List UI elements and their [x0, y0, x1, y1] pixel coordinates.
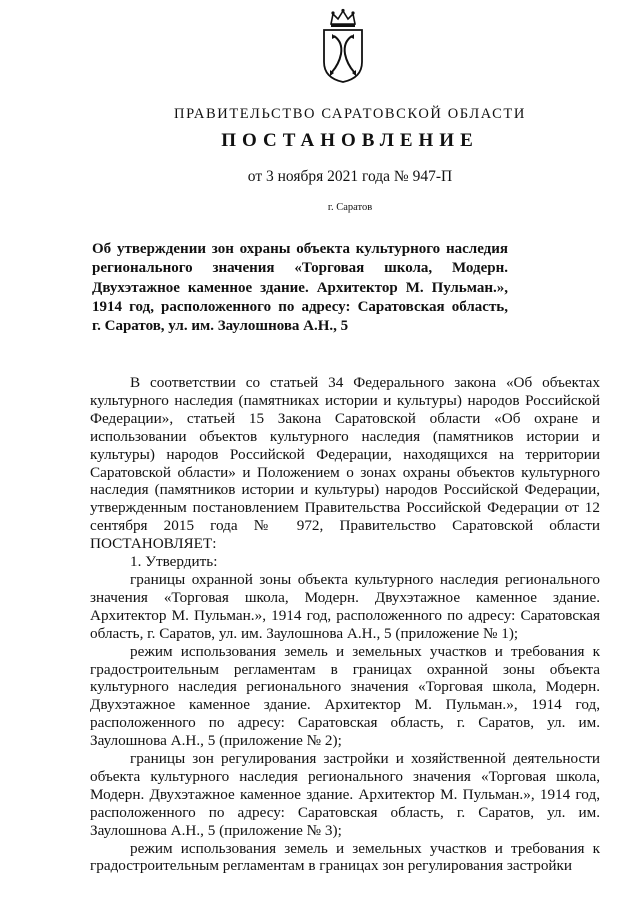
document-date-number: от 3 ноября 2021 года № 947-П	[247, 168, 453, 185]
document-type: ПОСТАНОВЛЕНИЕ	[221, 130, 479, 151]
document-title	[92, 240, 508, 336]
title-line: 1914 год, расположенного по адресу: Саратовская область,	[92, 298, 508, 315]
title-line: г. Саратов, ул. им. Заулошнова А.Н., 5	[92, 318, 349, 335]
title-line: Об утверждении зон охраны объекта культурного наследия	[92, 241, 508, 257]
document-body	[90, 374, 600, 875]
title-line: регионального значения «Торговая школа, Модерн.	[92, 260, 508, 277]
document-city: г. Саратов	[327, 202, 373, 213]
body-paragraph: границы охранной зоны объекта культурного наследия регионального значения «Торговая школа, Модерн. Двухэтажное каменное здание. Архитектор М. Пульман.», 1914 год, расположенного по адресу: Саратовская область, г. Саратов, ул. им. Заулошнова А.Н., 5 (приложение № 1);	[90, 570, 600, 642]
body-paragraph: 1. Утвердить:	[130, 553, 218, 571]
coat-of-arms-icon	[318, 8, 368, 84]
body-paragraph: границы зон регулирования застройки и хозяйственной деятельности объекта культурного наследия регионального значения «Торговая школа, Модерн. Двухэтажное каменное здание. Архитектор М. Пульман.», 1914 год, расположенного по адресу: Саратовская область, г. Саратов, ул. им. Заулошнова А.Н., 5 (приложение № 3);	[90, 750, 600, 839]
title-line: Двухэтажное каменное здание. Архитектор М. Пульман.»,	[92, 279, 508, 296]
body-paragraph: режим использования земель и земельных участков и требования к градостроительным регламентам в границах охранной зоны объекта культурного наследия регионального значения «Торговая школа, Модерн. Двухэтажное каменное здание. Архитектор М. Пульман.», 1914 год, расположенного по адресу: Саратовская область, г. Саратов, ул. им. Заулошнова А.Н., 5 (приложение № 2);	[90, 642, 600, 750]
government-name: ПРАВИТЕЛЬСТВО САРАТОВСКОЙ ОБЛАСТИ	[174, 106, 526, 122]
body-paragraph: режим использования земель и земельных участков и требования к градостроительным регламентам в границах зон регулирования застройки	[90, 839, 600, 875]
body-paragraph: В соответствии со статьей 34 Федерального закона «Об объектах культурного наследия (памятниках истории и культуры) народов Российской Федерации», статьей 15 Закона Саратовской области «Об охране и использовании объектов культурного наследия (памятников истории и культуры) народов Российской Федерации, находящихся на территории Саратовской области» и Положением о зонах охраны объектов культурного наследия (памятников истории и культуры) народов Российской Федерации, утвержденным постановлением Правительства Российской Федерации от 12 сентября 2015 года № 972, Правительство Саратовской области ПОСТАНОВЛЯЕТ:	[90, 374, 600, 553]
